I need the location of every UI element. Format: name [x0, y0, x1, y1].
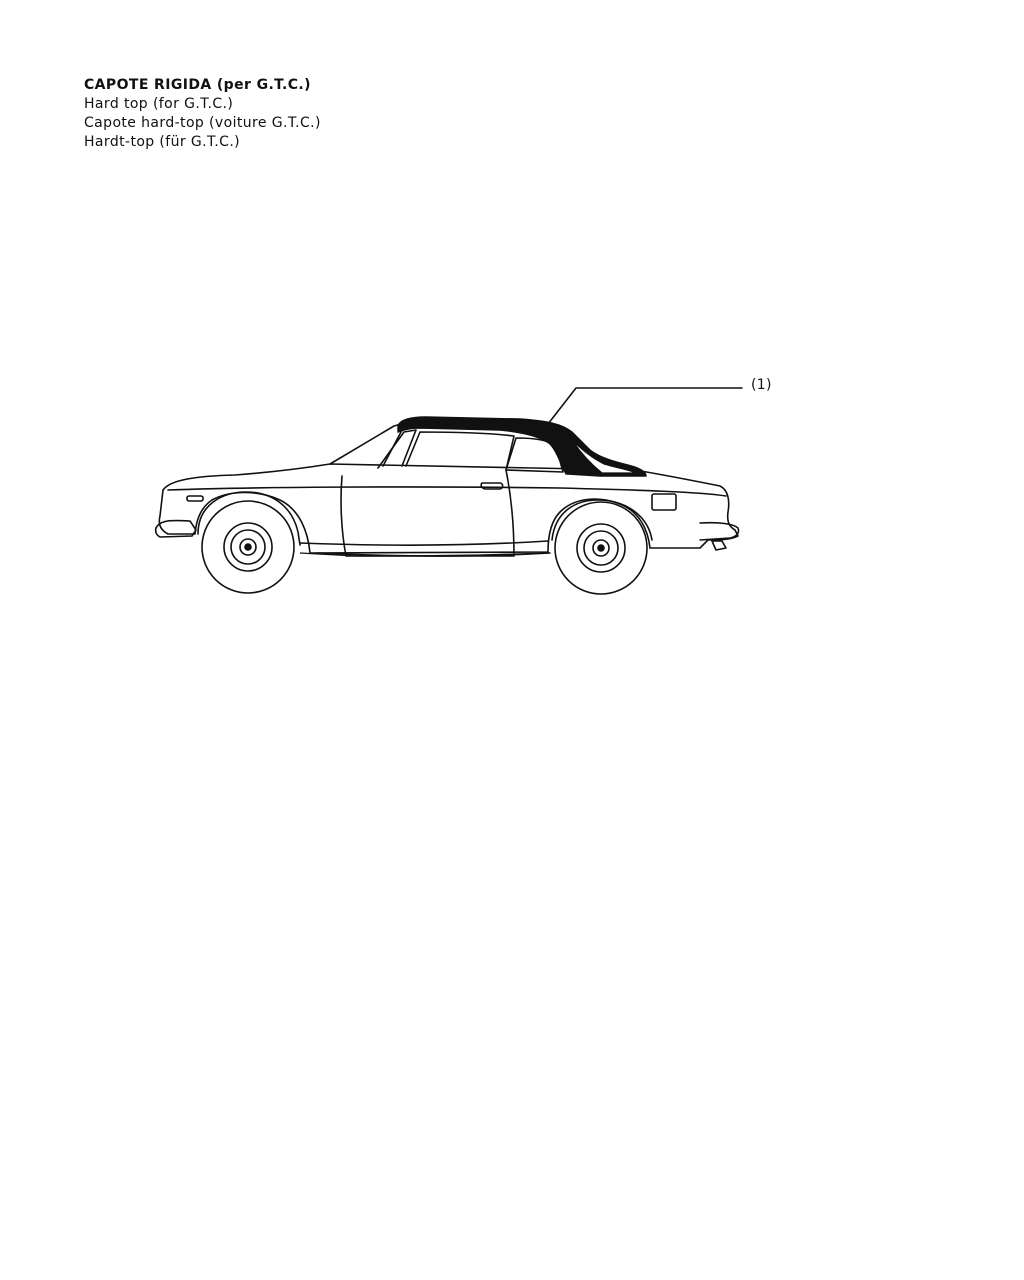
title-english: Hard top (for G.T.C.) — [84, 96, 234, 112]
title-german: Hardt-top (für G.T.C.) — [84, 134, 241, 150]
rear-wheel — [555, 502, 647, 594]
callout-leader-line — [548, 388, 742, 424]
rear-bumper — [700, 523, 739, 540]
rear-exhaust — [712, 541, 726, 550]
fuel-flap — [652, 494, 676, 510]
title-french: Capote hard-top (voiture G.T.C.) — [84, 115, 321, 131]
sill-line — [300, 541, 548, 545]
front-wheel — [202, 501, 294, 593]
side-marker-front — [187, 496, 203, 501]
side-window — [406, 432, 514, 470]
callout-label-1: (1) — [751, 377, 772, 393]
a-pillar — [378, 430, 416, 468]
title-italian: CAPOTE RIGIDA (per G.T.C.) — [84, 77, 311, 93]
